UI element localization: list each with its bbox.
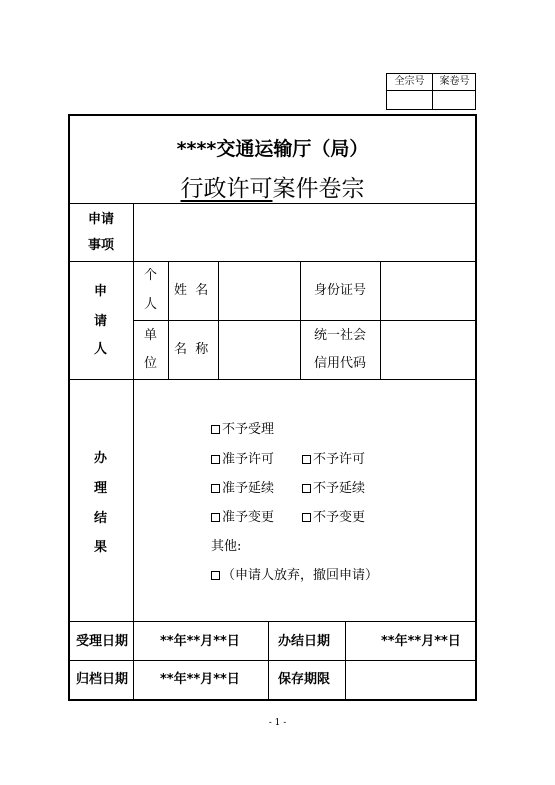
grid-line	[133, 320, 475, 321]
checkbox-icon[interactable]	[211, 425, 220, 434]
stamp-divider-horizontal	[387, 90, 475, 91]
accept-date-label: 受理日期	[76, 634, 129, 649]
option-grant-extend-label: 准予延续	[222, 481, 275, 496]
fonds-number-label: 全宗号	[394, 76, 425, 87]
other-label: 其他:	[211, 539, 242, 554]
organization-name-field[interactable]	[222, 323, 298, 377]
option-deny-extend-label: 不予延续	[313, 481, 366, 496]
organization-name-label: 名 称	[174, 342, 209, 357]
grid-line	[70, 660, 475, 661]
id-number-label: 身份证号	[314, 283, 367, 298]
result-label-2: 理	[94, 481, 108, 496]
option-grant-permit[interactable]	[211, 452, 274, 468]
option-deny-permit[interactable]	[302, 452, 365, 468]
individual-label-a: 个	[144, 268, 158, 283]
accept-date-value[interactable]: **年**月**日	[160, 634, 240, 649]
organization-label-a: 单	[144, 328, 158, 343]
credit-code-label-b: 信用代码	[314, 356, 367, 371]
page-number: - 1 -	[268, 718, 287, 728]
credit-code-label-a: 统一社会	[314, 328, 367, 343]
checkbox-icon[interactable]	[211, 455, 220, 464]
organization-label-b: 位	[144, 356, 158, 371]
result-label-4: 果	[94, 540, 108, 555]
id-number-field[interactable]	[383, 264, 473, 318]
form-title-underlined: 行政许可	[180, 176, 273, 202]
option-grant-change-label: 准予变更	[222, 510, 275, 525]
applicant-label-2: 请	[94, 314, 108, 329]
option-no-accept-label: 不予受理	[222, 422, 275, 437]
grid-line	[268, 621, 269, 699]
checkbox-icon[interactable]	[302, 513, 311, 522]
grid-line	[133, 621, 134, 699]
grid-line	[133, 379, 134, 621]
individual-name-field[interactable]	[222, 264, 298, 318]
applicant-label-1: 申	[94, 284, 108, 299]
grid-line	[168, 261, 169, 379]
option-grant-permit-label: 准予许可	[222, 452, 275, 467]
option-withdraw[interactable]	[211, 568, 378, 584]
case-file-form	[68, 114, 477, 701]
checkbox-icon[interactable]	[302, 455, 311, 464]
form-title	[70, 170, 475, 203]
option-no-accept[interactable]	[211, 422, 274, 438]
retention-period-label: 保存期限	[278, 672, 331, 687]
individual-label-b: 人	[144, 297, 158, 312]
option-withdraw-label: （申请人放弃，撤回申请）	[222, 568, 379, 583]
form-title-rest: 案件卷宗	[272, 176, 365, 202]
complete-date-value[interactable]: **年**月**日	[381, 634, 461, 649]
option-grant-change[interactable]	[211, 510, 274, 526]
archive-date-value[interactable]: **年**月**日	[160, 672, 240, 687]
grid-line	[70, 379, 475, 380]
grid-line	[300, 261, 301, 379]
archive-stamp-table	[386, 73, 476, 110]
application-item-field[interactable]	[136, 208, 473, 258]
credit-code-field[interactable]	[383, 323, 473, 377]
retention-period-field[interactable]	[349, 664, 473, 696]
option-deny-change[interactable]	[302, 510, 365, 526]
archive-date-label: 归档日期	[76, 672, 129, 687]
grid-line	[380, 261, 381, 379]
application-item-label-b: 事项	[88, 238, 115, 253]
grid-line	[218, 261, 219, 379]
grid-line	[70, 621, 475, 622]
grid-line	[70, 203, 475, 204]
checkbox-icon[interactable]	[211, 484, 220, 493]
grid-line	[70, 261, 475, 262]
option-deny-extend[interactable]	[302, 481, 365, 497]
application-item-label-a: 申请	[88, 212, 115, 227]
checkbox-icon[interactable]	[302, 484, 311, 493]
agency-title: ****交通运输厅（局）	[176, 138, 369, 160]
individual-name-label: 姓 名	[174, 283, 209, 298]
complete-date-label: 办结日期	[278, 634, 331, 649]
result-label-1: 办	[94, 451, 108, 466]
grid-line	[133, 203, 134, 379]
result-label-3: 结	[94, 511, 108, 526]
option-deny-change-label: 不予变更	[313, 510, 366, 525]
option-deny-permit-label: 不予许可	[313, 452, 366, 467]
option-grant-extend[interactable]	[211, 481, 274, 497]
checkbox-icon[interactable]	[211, 513, 220, 522]
applicant-label-3: 人	[94, 342, 108, 357]
grid-line	[345, 621, 346, 699]
file-number-label: 案卷号	[439, 76, 470, 87]
checkbox-icon[interactable]	[211, 571, 220, 580]
